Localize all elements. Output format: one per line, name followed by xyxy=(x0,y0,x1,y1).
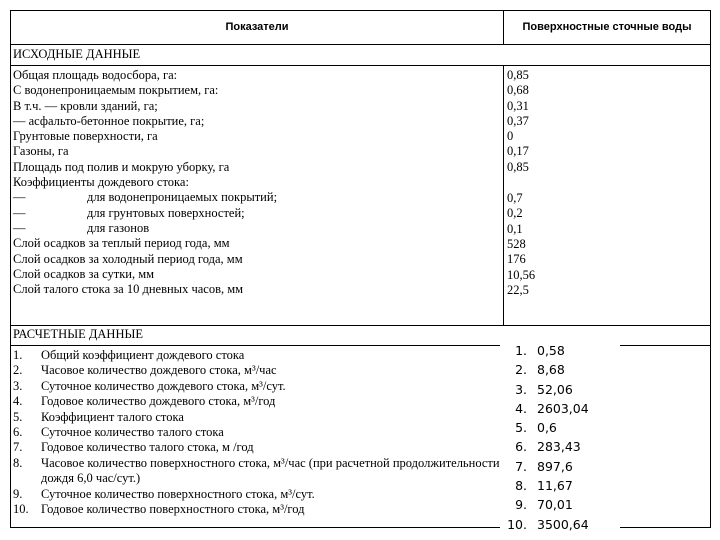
calc-item-label: Годовое количество талого стока, м /год xyxy=(41,440,254,455)
source-label: Грунтовые поверхности, га xyxy=(13,129,158,144)
source-value: 176 xyxy=(507,252,526,267)
calc-values xyxy=(500,341,620,534)
calc-item-label: Общий коэффициент дождевого стока xyxy=(41,348,245,362)
calc-value: 11,67 xyxy=(537,478,573,494)
source-title-divider xyxy=(11,65,710,66)
header-indicators: Показатели xyxy=(225,21,289,33)
header-divider xyxy=(11,44,710,45)
calc-value: 897,6 xyxy=(537,458,573,474)
calc-item xyxy=(13,440,503,455)
calc-item xyxy=(13,348,503,363)
calc-item-label: Часовое количество дождевого стока, м³/час xyxy=(41,363,277,378)
source-column-divider xyxy=(503,65,504,325)
calc-labels xyxy=(13,348,503,517)
calc-item xyxy=(13,410,503,425)
calc-value-number: 8. xyxy=(515,478,527,494)
calc-value-item xyxy=(500,457,620,476)
calc-item-number: 7. xyxy=(13,440,23,455)
source-label: В т.ч. — кровли зданий, га; xyxy=(13,98,158,113)
calc-item xyxy=(13,379,503,394)
calc-item-label: Годовое количество дождевого стока, м³/год xyxy=(41,394,276,409)
calc-item xyxy=(13,363,503,378)
calc-values-box xyxy=(500,341,620,536)
calc-value-number: 2. xyxy=(515,362,527,378)
source-section-title: ИСХОДНЫЕ ДАННЫЕ xyxy=(13,47,141,61)
calc-value: 3500,64 xyxy=(537,516,589,532)
source-label: С водонепроницаемым покрытием, га: xyxy=(13,83,219,98)
calc-value-number: 3. xyxy=(515,381,527,397)
calc-item-label: Часовое количество поверхностного стока, м³/час (при расчетной продолжительности дождя 6,0 час/сут.) xyxy=(41,455,500,486)
calc-item xyxy=(13,425,503,440)
source-value: 0,31 xyxy=(507,98,529,113)
calc-item-number: 6. xyxy=(13,425,23,440)
calc-value: 0,58 xyxy=(537,343,565,358)
source-label: Коэффициенты дождевого стока: xyxy=(13,175,189,190)
calc-item-number: 2. xyxy=(13,363,23,378)
calc-item xyxy=(13,502,503,517)
calc-item-number: 9. xyxy=(13,486,23,501)
calc-value-item xyxy=(500,399,620,418)
calc-value-item xyxy=(500,418,620,437)
dash-mark: — xyxy=(13,205,26,220)
calc-value-number: 4. xyxy=(515,400,527,416)
source-label: Слой осадков за холодный период года, мм xyxy=(13,251,243,266)
source-label xyxy=(13,206,277,221)
source-sublabel: для водонепроницаемых покрытий; xyxy=(87,190,278,205)
source-value: 0 xyxy=(507,129,514,144)
calc-value: 283,43 xyxy=(537,439,581,455)
source-value: 0,68 xyxy=(507,83,529,98)
source-value: 10,56 xyxy=(507,267,536,282)
dash-mark: — xyxy=(13,190,26,205)
source-sublabel: для грунтовых поверхностей; xyxy=(87,205,245,220)
source-section-divider xyxy=(11,325,710,326)
calc-value-number: 5. xyxy=(515,420,527,436)
calc-value-item xyxy=(500,515,620,534)
calc-item xyxy=(13,394,503,409)
calc-value-number: 1. xyxy=(515,343,527,358)
calc-value: 8,68 xyxy=(537,362,565,378)
calc-item xyxy=(13,456,503,487)
source-value: 0,2 xyxy=(507,206,523,221)
source-label: Общая площадь водосбора, га: xyxy=(13,68,178,82)
source-sublabel: для газонов xyxy=(87,220,150,235)
calc-value-item xyxy=(500,380,620,399)
source-label: Слой талого стока за 10 дневных часов, мм xyxy=(13,282,244,297)
source-value: 0,17 xyxy=(507,144,529,159)
source-label: Слой осадков за сутки, мм xyxy=(13,266,155,281)
calc-section-title: РАСЧЕТНЫЕ ДАННЫЕ xyxy=(13,327,144,341)
calc-value-number: 10. xyxy=(507,516,527,532)
source-value: 528 xyxy=(507,236,526,251)
calc-item-label: Годовое количество поверхностного стока, м³/год xyxy=(41,502,305,517)
source-label: Площадь под полив и мокрую уборку, га xyxy=(13,159,230,174)
header-surface-water: Поверхностные сточные воды xyxy=(522,21,692,33)
calc-item-number: 4. xyxy=(13,394,23,409)
calc-value-item xyxy=(500,360,620,379)
calc-item-number: 10. xyxy=(13,502,29,517)
source-value: 0,1 xyxy=(507,221,523,236)
source-label xyxy=(13,221,277,236)
calc-value: 70,01 xyxy=(537,497,573,513)
calc-item-number: 3. xyxy=(13,378,23,393)
dash-mark: — xyxy=(13,220,26,235)
calc-value-item xyxy=(500,437,620,456)
calc-item-number: 8. xyxy=(13,455,23,470)
calc-value-item xyxy=(500,495,620,514)
source-value: 0,7 xyxy=(507,191,523,206)
calc-item-label: Суточное количество поверхностного стока, м³/сут. xyxy=(41,486,315,501)
calc-value: 52,06 xyxy=(537,381,573,397)
calc-item-number: 5. xyxy=(13,409,23,424)
calc-item-label: Суточное количество дождевого стока, м³/сут. xyxy=(41,378,286,393)
calc-value-item xyxy=(500,476,620,495)
calc-item-label: Суточное количество талого стока xyxy=(41,425,224,440)
calc-value-number: 9. xyxy=(515,497,527,513)
source-value: 0,85 xyxy=(507,68,529,82)
calc-value-item xyxy=(500,341,620,360)
calc-value-number: 6. xyxy=(515,439,527,455)
calc-item xyxy=(13,487,503,502)
source-label: Слой осадков за теплый период года, мм xyxy=(13,236,230,251)
source-value: 0,85 xyxy=(507,159,529,174)
calc-item-label: Коэффициент талого стока xyxy=(41,409,184,424)
calc-value: 2603,04 xyxy=(537,400,589,416)
calc-item-number: 1. xyxy=(13,348,23,362)
source-label: — асфальто-бетонное покрытие, га; xyxy=(13,113,205,128)
source-label xyxy=(13,190,277,205)
calc-value-number: 7. xyxy=(515,458,527,474)
source-value-empty xyxy=(507,175,535,191)
source-values xyxy=(507,68,535,298)
calc-value: 0,6 xyxy=(537,420,557,436)
source-value: 22,5 xyxy=(507,282,529,297)
source-label: Газоны, га xyxy=(13,144,69,159)
source-labels xyxy=(13,68,277,297)
source-value: 0,37 xyxy=(507,113,529,128)
